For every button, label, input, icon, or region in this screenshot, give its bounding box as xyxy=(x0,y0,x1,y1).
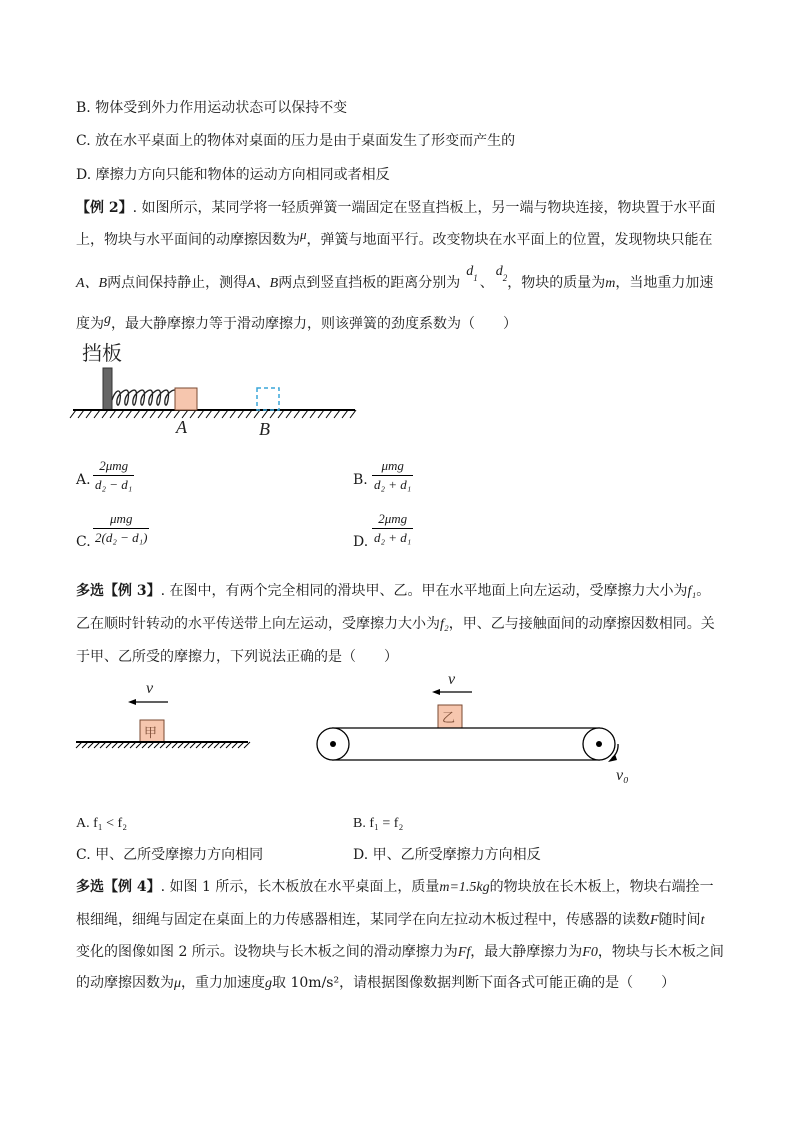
point-b-label: B xyxy=(259,419,270,439)
ground-block-figure xyxy=(76,680,256,750)
ex3-option-d[interactable]: D. 甲、乙所受摩擦力方向相反 xyxy=(353,847,541,863)
ex2-option-b-label[interactable]: B. xyxy=(353,472,368,488)
ex4-line2: 根细绳，细绳与固定在桌面上的力传感器相连，某同学在向左拉动木板过程中，传感器的读数F随时间t xyxy=(76,912,705,928)
ex3-option-a[interactable]: A. f₁ < f₂ xyxy=(76,816,128,831)
ex3-line3: 于甲、乙所受的摩擦力，下列说法正确的是（ ） xyxy=(76,649,398,665)
block-a xyxy=(175,388,197,410)
block-yi-label: 乙 xyxy=(442,711,456,726)
prev-option-c: C. 放在水平桌面上的物体对桌面的压力是由于桌面发生了形变而产生的 xyxy=(76,133,516,149)
ex3-option-c[interactable]: C. 甲、乙所受摩擦力方向相同 xyxy=(76,847,264,863)
ex4-line3: 变化的图像如图 2 所示。设物块与长木板之间的滑动摩擦力为Ff，最大静摩擦力为F0，物块与长木板之间 xyxy=(76,944,724,960)
point-a-label: A xyxy=(176,417,187,437)
ex2-option-d-label[interactable]: D. xyxy=(353,534,369,550)
ex2-option-b-fraction[interactable]: μmg d₂ + d₁ xyxy=(374,458,412,492)
prev-option-b: B. 物体受到外力作用运动状态可以保持不变 xyxy=(76,100,348,116)
ex2-option-a-fraction[interactable]: 2μmg d₂ − d₁ xyxy=(95,458,133,492)
v0-label: v₀ xyxy=(616,767,629,784)
ex3-line1: 多选【例 3】. 在图中，有两个完全相同的滑块甲、乙。甲在水平地面上向左运动，受摩擦力大小为f₁。 xyxy=(76,583,711,599)
velocity-label-jia: v xyxy=(146,680,154,697)
block-b-outline xyxy=(257,388,279,410)
ex2-option-c-label[interactable]: C. xyxy=(76,534,91,550)
ex4-line4: 的动摩擦因数为μ，重力加速度g取 10m/s²，请根据图像数据判断下面各式可能正确的是（ ） xyxy=(76,975,676,991)
velocity-label-yi: v xyxy=(448,671,456,688)
conveyor-figure xyxy=(312,668,632,788)
prev-option-d: D. 摩擦力方向只能和物体的运动方向相同或者相反 xyxy=(76,167,390,183)
ex3-line2: 乙在顺时针转动的水平传送带上向左运动，受摩擦力大小为f₂，甲、乙与接触面间的动摩擦因数相同。关 xyxy=(76,616,715,632)
block-jia-label: 甲 xyxy=(144,726,158,741)
ex2-tag: 【例 2】 xyxy=(76,200,133,216)
ex2-option-a-label[interactable]: A. xyxy=(76,472,91,488)
ex2-line1: 【例 2】. 如图所示，某同学将一轻质弹簧一端固定在竖直挡板上，另一端与物块连接，物块置于水平面 xyxy=(76,200,716,216)
ex2-line4: 度为g，最大静摩擦力等于滑动摩擦力，则该弹簧的劲度系数为（ ） xyxy=(76,312,517,332)
ex2-option-d-fraction[interactable]: 2μmg d₂ + d₁ xyxy=(374,511,412,545)
ex2-line2: 上，物块与水平面间的动摩擦因数为μ，弹簧与地面平行。改变物块在水平面上的位置，发现物块只能在 xyxy=(76,227,713,248)
ex3-option-b[interactable]: B. f₁ = f₂ xyxy=(353,816,404,831)
ex2-option-c-fraction[interactable]: μmg 2(d₂ − d₁) xyxy=(95,511,148,545)
spring xyxy=(112,390,177,405)
ex2-line3: A、B两点间保持静止，测得A、B两点到竖直挡板的距离分别为$d_1$ 、$d_2$，物块的质量为m，当地重力加速 xyxy=(76,264,714,291)
ex4-line1: 多选【例 4】. 如图 1 所示，长木板放在水平桌面上，质量m=1.5kg的物块放在长木板上，物块右端拴一 xyxy=(76,879,714,895)
spring-figure xyxy=(70,338,370,438)
board-label: 挡板 xyxy=(82,343,122,365)
